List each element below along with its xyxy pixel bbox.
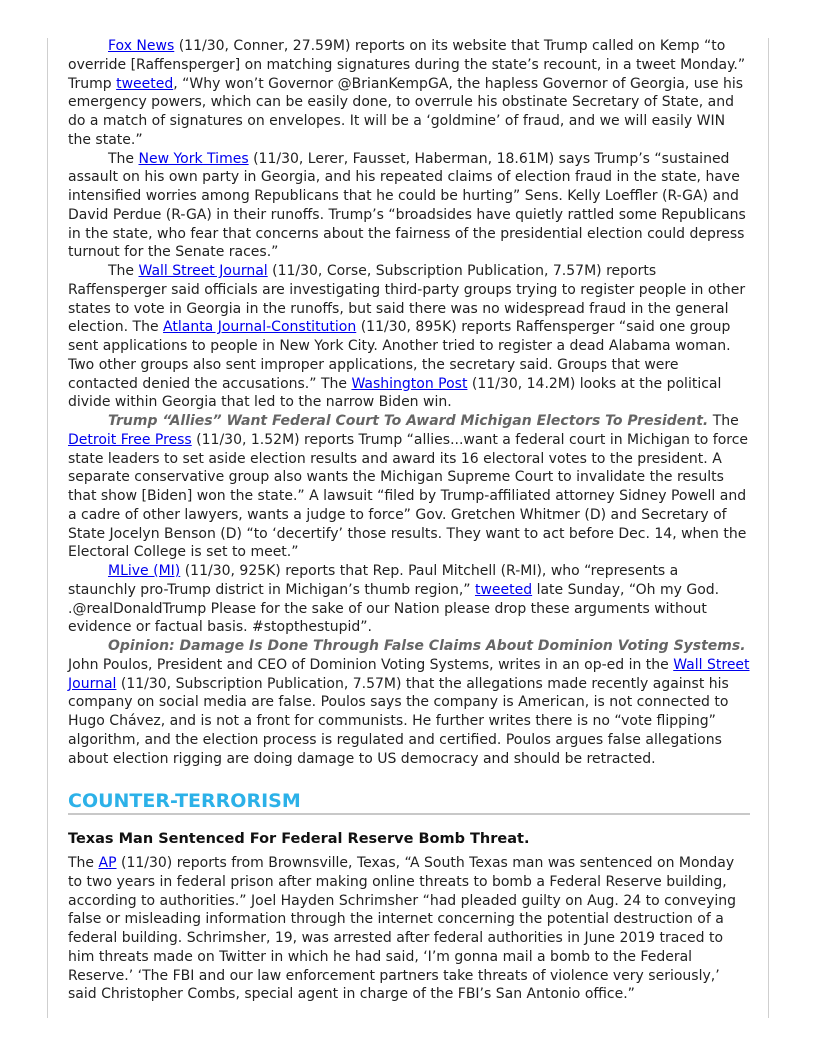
text: (11/30, Lerer, Fausset, Haberman, 18.61M) says Trump’s “sustained assault on his own party in Georgia, and his repeated claims of election fraud in the state, have intensified worries among Republicans that he could be hurting” Sens. Kelly Loeffler (R-GA) and David Perdue (R-GA) in their runoffs. Trump’s “broadsides have quietly rattled some Republicans in the state, who fear that concerns about the fairness of the presidential election could depress turnout for the Senate races.” [68, 150, 746, 261]
text: The [108, 263, 139, 279]
text: (11/30, 925K) reports that Rep. Paul Mitchell (R-MI), who “represents a staunchly pro-Trump district in Michigan’s thumb region,” [68, 563, 679, 598]
link-detroit-free-press[interactable]: Detroit Free Press [68, 431, 192, 448]
link-tweeted[interactable]: tweeted [116, 75, 174, 92]
article-content [68, 37, 750, 1004]
paragraph-dominion-opinion [68, 637, 750, 768]
section-heading-counter-terrorism: COUNTER-TERRORISM [68, 790, 750, 815]
article-headline: Texas Man Sentenced For Federal Reserve Bomb Threat. [68, 831, 530, 848]
text: (11/30, Subscription Publication, 7.57M) that the allegations made recently against his company on social media are false. Poulos says the company is American, is not connected to Hugo Chávez, and is not a front for communists. He further writes there is no “vote flipping” algorithm, and the election process is regulated and certified. Poulos argues false allegations about election rigging are doing damage to US democracy and should be retracted. [68, 675, 729, 767]
paragraph-ap-texas [68, 854, 750, 1004]
text: The [108, 150, 139, 167]
text: (11/30, Corse, Subscription Publication, 7.57M) reports Raffensperger said officials are investigating third-party groups trying to register people in other states to vote in Georgia in the runoffs, but said there was no widespread fraud in the general election. The [68, 263, 746, 336]
subheading-michigan-electors: Trump “Allies” Want Federal Court To Award Michigan Electors To President. [108, 413, 709, 429]
subheading-dominion-opinion: Opinion: Damage Is Done Through False Claims About Dominion Voting Systems. [108, 638, 746, 654]
link-washington-post[interactable]: Washington Post [351, 375, 468, 392]
link-atlanta-journal-constitution[interactable]: Atlanta Journal-Constitution [163, 319, 357, 336]
text: (11/30) reports from Brownsville, Texas, “A South Texas man was sentenced on Monday to two years in federal prison after making online threats to bomb a Federal Reserve building, according to authorities.” Joel Hayden Schrimsher “had pleaded guilty on Aug. 24 to conveying false or misleading information through the internet concerning the potential destruction of a federal building. Schrimsher, 19, was arrested after federal authorities in June 2019 traced to him threats made on Twitter in which he had said, ‘I’m gonna mail a bomb to the Federal Reserve.’ ‘The FBI and our law enforcement partners take threats of violence very seriously,’ said Christopher Combs, special agent in charge of the FBI’s San Antonio office.” [68, 855, 737, 1003]
text: (11/30, Conner, 27.59M) reports on its website that Trump called on Kemp “to override [Raffensperger] on matching signatures during the state’s recount, in a tweet Monday.” Trump [68, 38, 746, 92]
text: (11/30, 14.2M) looks at the political divide within Georgia that led to the narrow Biden win. [68, 375, 722, 411]
paragraph-michigan-electors [68, 412, 750, 562]
text: late Sunday, “Oh my God. .@realDonaldTrump Please for the sake of our Nation please drop these arguments without evidence or factual basis. #stopthestupid”. [68, 581, 720, 636]
link-wall-street-journal[interactable]: Wall Street Journal [138, 263, 268, 279]
left-margin-rule [47, 38, 48, 1018]
paragraph-nyt [68, 150, 750, 263]
right-margin-rule [768, 38, 769, 1018]
text: (11/30, 1.52M) reports Trump “allies...want a federal court in Michigan to force state leaders to set aside election results and award its 16 electoral votes to the president. A separate conservative group also wants the Michigan Supreme Court to invalidate the results that show [Biden] won the state.” A lawsuit “filed by Trump-affiliated attorney Sidney Powell and a cadre of other lawyers, wants a judge to force” Gov. Gretchen Whitmer (D) and Secretary of State Jocelyn Benson (D) “to ‘decertify’ those results. They want to act before Dec. 14, when the Electoral College is set to meet.” [68, 431, 749, 561]
paragraph-mlive [68, 562, 750, 637]
link-wall-street-journal-oped[interactable]: Wall Street Journal [68, 656, 750, 692]
paragraph-wsj [68, 262, 750, 412]
text: John Poulos, President and CEO of Dominion Voting Systems, writes in an op-ed in the [68, 656, 674, 673]
link-tweeted-mitchell[interactable]: tweeted [474, 581, 533, 598]
paragraph-fox-news [68, 37, 750, 150]
text: The [712, 413, 739, 429]
text: , “Why won’t Governor @BrianKempGA, the hapless Governor of Georgia, use his emergency powers, which can be easily done, to overrule his obstinate Secretary of State, and do a match of signatures on envelopes. It will be a ‘goldmine’ of fraud, and we will easily WIN the state.” [68, 75, 744, 148]
text: (11/30, 895K) reports Raffensperger “said one group sent applications to people in New York City. Another tried to register a dead Alabama woman. Two other groups also sent improper applications, the secretary said. Groups that were contacted denied the accusations.” The [68, 319, 731, 392]
text: The [68, 855, 99, 871]
link-new-york-times[interactable]: New York Times [138, 150, 249, 167]
link-ap[interactable]: AP [98, 855, 117, 871]
link-fox-news[interactable]: Fox News [108, 38, 175, 54]
link-mlive[interactable]: MLive (MI) [108, 563, 181, 579]
